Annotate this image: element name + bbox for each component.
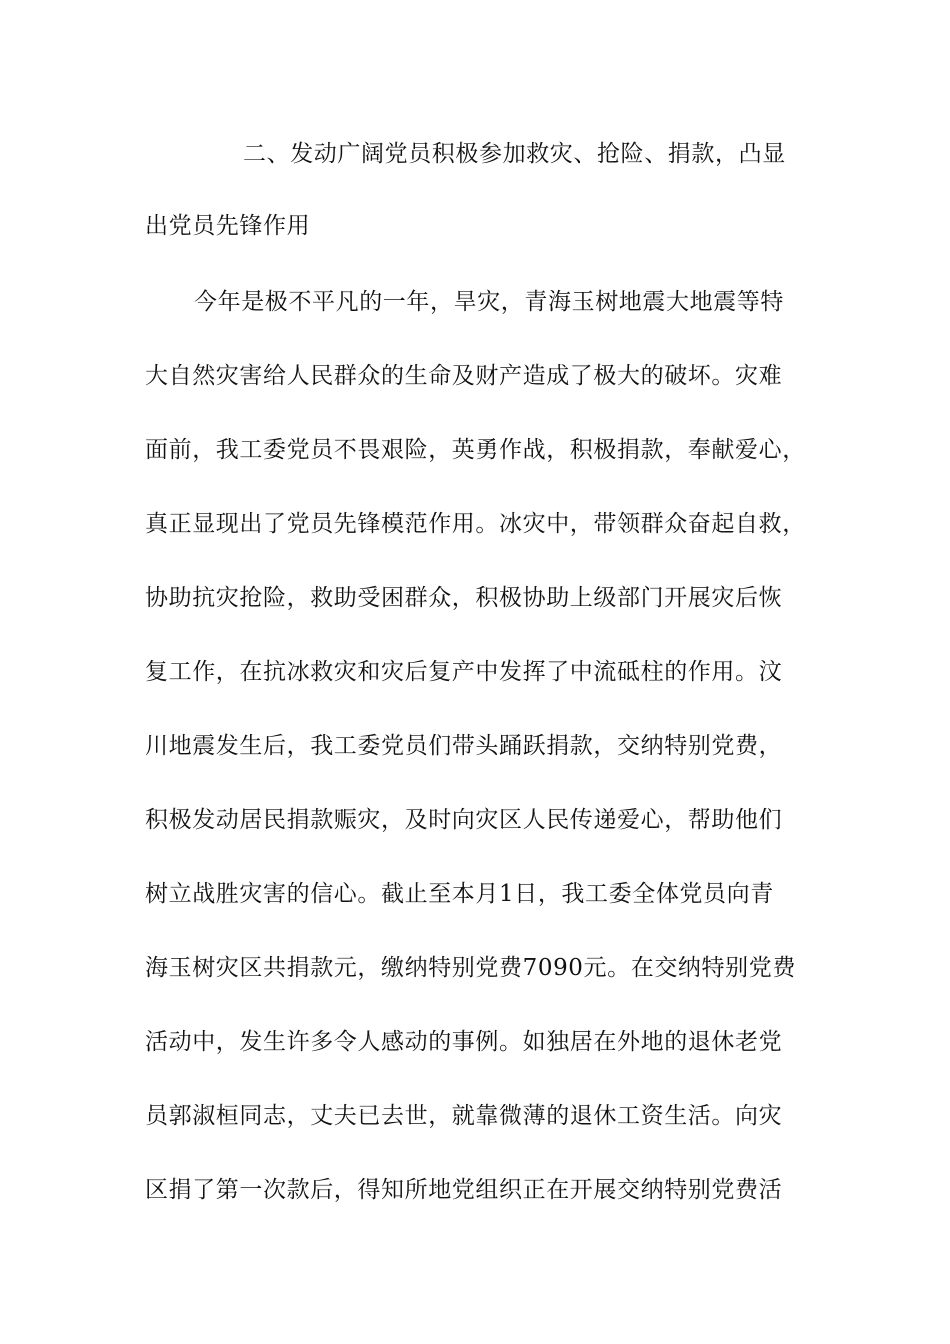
paragraph-line-10: 海玉树灾区共捐款元，缴纳特别党费7090元。在交纳特别党费 [145,955,796,981]
section-heading-line-2: 出党员先锋作用 [145,213,311,239]
paragraph-line-1: 今年是极不平凡的一年，旱灾，青海玉树地震大地震等特 [194,289,784,315]
section-heading-line-1: 二、发动广阔党员积极参加救灾、抢险、捐款，凸显 [243,141,786,167]
paragraph-line-6: 复工作，在抗冰救灾和灾后复产中发挥了中流砥柱的作用。汶 [145,659,783,685]
paragraph-line-3: 面前，我工委党员不畏艰险，英勇作战，积极捐款，奉献爱心， [145,437,806,463]
paragraph-line-9: 树立战胜灾害的信心。截止至本月1日，我工委全体党员向青 [145,881,774,907]
paragraph-line-7: 川地震发生后，我工委党员们带头踊跃捐款，交纳特别党费， [145,733,783,759]
paragraph-line-13: 区捐了第一次款后，得知所地党组织正在开展交纳特别党费活 [145,1177,783,1203]
paragraph-line-12: 员郭淑桓同志，丈夫已去世，就靠微薄的退休工资生活。向灾 [145,1103,783,1129]
paragraph-line-8: 积极发动居民捐款赈灾，及时向灾区人民传递爱心，帮助他们 [145,807,783,833]
paragraph-line-11: 活动中，发生许多令人感动的事例。如独居在外地的退休老党 [145,1029,783,1055]
paragraph-line-2: 大自然灾害给人民群众的生命及财产造成了极大的破坏。灾难 [145,363,783,389]
paragraph-line-5: 协助抗灾抢险，救助受困群众，积极协助上级部门开展灾后恢 [145,585,783,611]
paragraph-line-4: 真正显现出了党员先锋模范作用。冰灾中，带领群众奋起自救， [145,511,806,537]
